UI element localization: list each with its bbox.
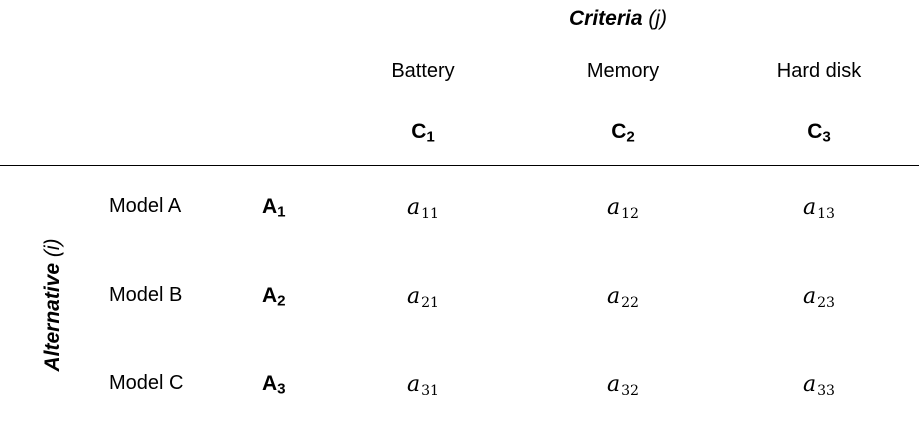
- alternative-code-letter: A: [262, 195, 278, 218]
- matrix-cell: [407, 284, 439, 311]
- alternative-code-letter: A: [262, 372, 278, 395]
- row-model-name: Model A: [109, 195, 182, 217]
- criterion-code-letter: C: [807, 120, 823, 143]
- row-model-name: Model C: [109, 372, 184, 394]
- alternative-index: (i): [41, 238, 64, 258]
- cell-variable: a: [406, 372, 421, 397]
- alternative-code-letter: A: [262, 284, 278, 307]
- criteria-index: (j): [648, 7, 668, 30]
- alternative-code-subscript: 2: [277, 292, 286, 310]
- cell-subscript: 31: [421, 383, 440, 400]
- matrix-cell: [607, 195, 639, 222]
- cell-subscript: 22: [621, 295, 640, 312]
- row-alternative-code: [262, 372, 286, 397]
- row-model-name: Model B: [109, 284, 183, 306]
- cell-variable: a: [606, 195, 621, 220]
- cell-variable: a: [802, 372, 817, 397]
- criterion-code-subscript: 1: [426, 128, 435, 146]
- cell-subscript: 23: [817, 295, 836, 312]
- cell-subscript: 11: [421, 206, 440, 223]
- cell-subscript: 32: [621, 383, 640, 400]
- criterion-code-c1: [411, 120, 435, 145]
- cell-variable: a: [406, 284, 421, 309]
- cell-subscript: 21: [421, 295, 440, 312]
- criterion-code-c3: [807, 120, 831, 145]
- alternative-code-subscript: 1: [277, 203, 286, 221]
- criteria-title: [569, 7, 667, 31]
- cell-variable: a: [406, 195, 421, 220]
- criterion-code-c2: [611, 120, 635, 145]
- criterion-code-letter: C: [611, 120, 627, 143]
- cell-subscript: 12: [621, 206, 640, 223]
- alternative-code-subscript: 3: [277, 380, 286, 398]
- row-alternative-code: [262, 284, 286, 309]
- cell-variable: a: [606, 372, 621, 397]
- matrix-cell: [407, 372, 439, 399]
- cell-variable: a: [606, 284, 621, 309]
- criterion-name-battery: Battery: [391, 60, 455, 82]
- criterion-code-subscript: 2: [626, 128, 635, 146]
- cell-subscript: 33: [817, 383, 836, 400]
- alternative-label: [41, 238, 65, 371]
- criteria-label: Criteria: [568, 7, 643, 30]
- matrix-cell: [607, 372, 639, 399]
- matrix-cell: [803, 284, 835, 311]
- matrix-cell: [607, 284, 639, 311]
- criterion-code-letter: C: [411, 120, 427, 143]
- cell-variable: a: [802, 284, 817, 309]
- cell-subscript: 13: [817, 206, 836, 223]
- row-alternative-code: [262, 195, 286, 220]
- criterion-code-subscript: 3: [822, 128, 831, 146]
- matrix-cell: [407, 195, 439, 222]
- matrix-cell: [803, 372, 835, 399]
- cell-variable: a: [802, 195, 817, 220]
- header-divider: [0, 165, 919, 166]
- criterion-name-memory: Memory: [586, 60, 660, 82]
- criterion-name-hard-disk: Hard disk: [776, 60, 862, 82]
- matrix-cell: [803, 195, 835, 222]
- alternative-label-text: Alternative: [41, 262, 64, 372]
